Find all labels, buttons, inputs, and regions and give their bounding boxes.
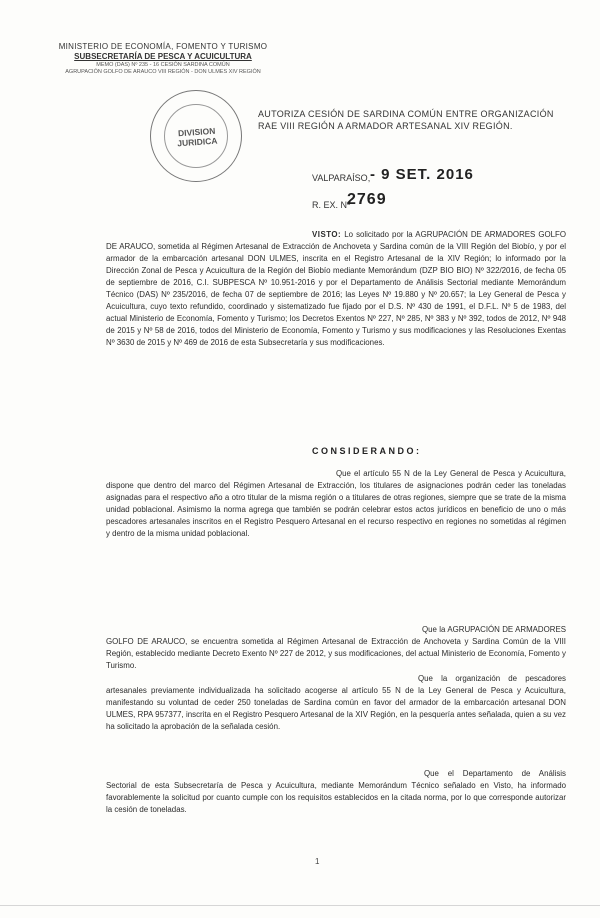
reference-line-1: MEMO (DAS) Nº 235 - 16 CESIÓN SARDINA COMÚN xyxy=(96,62,230,68)
stamp-line-1: DIVISION xyxy=(177,125,216,139)
letterhead xyxy=(28,42,298,76)
rex-label: R. EX. Nº xyxy=(312,200,351,210)
considerando-paragraph-3: Que la organización de pescadores artesanales previamente individualizada ha solicitado acogerse al artículo 55 N de la Ley General de Pesca y Acuicultura, manifestando su voluntad de ceder 250 toneladas de Sardina común en favor del armador de la embarcación artesanal DON ULMES, RPA 957377, inscrita en el Registro Pesquero Artesanal de la XIV Región, en la pesquería antes señalada, quien a su vez ha solicitado la aprobación de la señalada cesión. xyxy=(106,674,566,732)
resolution-subject: AUTORIZA CESIÓN DE SARDINA COMÚN ENTRE ORGANIZACIÓN RAE VIII REGIÓN A ARMADOR ARTESANAL XIV REGIÓN. xyxy=(258,109,554,131)
visto-text: Lo solicitado por la AGRUPACIÓN DE ARMADORES GOLFO DE ARAUCO, sometida al Régimen Artesanal de Extracción de Anchoveta y Sardina común de la VIII Región del Biobío, y por el armador de la embarcación artesanal DON ULMES, inscrita en el Registro Artesanal de la XIV Región; lo informado por la Dirección Zonal de Pesca y Acuicultura de la Región del Biobío mediante Memorándum (DZP BIO BIO) Nº 322/2016, de fecha 05 de septiembre de 2016, C.I. SUBPESCA Nº 10.951-2016 y por el Departamento de Análisis Sectorial mediante Memorándum Técnico (DAS) Nº 235/2016, de fecha 07 de septiembre de 2016; las Leyes Nº 19.880 y Nº 20.657; la Ley General de Pesca y Acuicultura, cuyo texto refundido, coordinado y sistematizado fue fijado por el D.S. Nº 430 de 1991, el D.F.L. Nº 5 de 1983, del actual Ministerio de Economía, Fomento y Turismo; los Decretos Exentos Nº 227, Nº 285, Nº 383 y Nº 392, todos de 2012, Nº 948 de 2015 y Nº 58 de 2016, todos del Ministerio de Economía, Fomento y Turismo y sus modificaciones y las Resoluciones Exentas Nº 3630 de 2015 y Nº 469 de 2016 de esta Subsecretaría y sus modificaciones. xyxy=(106,230,566,348)
visto-paragraph xyxy=(106,229,566,349)
subsecretaria-name: SUBSECRETARÍA DE PESCA Y ACUICULTURA xyxy=(74,52,252,61)
place-label: VALPARAÍSO, xyxy=(312,173,371,183)
page-bottom-edge xyxy=(0,905,600,906)
division-juridica-stamp xyxy=(150,90,242,182)
ministry-name: MINISTERIO DE ECONOMÍA, FOMENTO Y TURISMO xyxy=(58,42,268,51)
visto-lead: VISTO: xyxy=(312,230,342,239)
page-number: 1 xyxy=(315,857,320,866)
resolution-date: - 9 SET. 2016 xyxy=(370,166,474,183)
considerando-paragraph-4: Que el Departamento de Análisis Sectorial de esta Subsecretaría de Pesca y Acuicultura, mediante Memorándum Técnico señalado en Visto, ha informado favorablemente la solicitud por cuanto cumple con los requisitos establecidos en la citada norma, por lo que corresponde autorizar la cesión de toneladas. xyxy=(106,769,566,815)
considerando-heading: CONSIDERANDO: xyxy=(312,446,422,456)
reference-line-2: AGRUPACIÓN GOLFO DE ARAUCO VIII REGIÓN - DON ULMES XIV REGIÓN xyxy=(65,69,261,75)
rex-number: 2769 xyxy=(347,191,387,208)
considerando-paragraph-1: Que el artículo 55 N de la Ley General de Pesca y Acuicultura, dispone que dentro del marco del Régimen Artesanal de Extracción, los titulares de asignaciones podrán ceder las toneladas asignadas para el respectivo año a otro titular de la misma región o a titulares de otras regiones, siempre que se trate de la misma unidad poblacional. Asimismo la norma agrega que también se podrán celebrar estos actos jurídicos en beneficio de uno o más pescadores artesanales inscritos en el Registro Pesquero Artesanal en el recurso respectivo en regiones no sometidas al régimen y dentro de la misma unidad poblacional. xyxy=(106,469,566,539)
considerando-paragraph-2: Que la AGRUPACIÓN DE ARMADORES GOLFO DE ARAUCO, se encuentra sometida al Régimen Artesanal de Extracción de Anchoveta y Sardina Común de la VIII Región, establecido mediante Decreto Exento Nº 227 de 2012, y sus modificaciones, del actual Ministerio de Economía, Fomento y Turismo. xyxy=(106,625,566,671)
stamp-line-2: JURIDICA xyxy=(176,135,218,149)
